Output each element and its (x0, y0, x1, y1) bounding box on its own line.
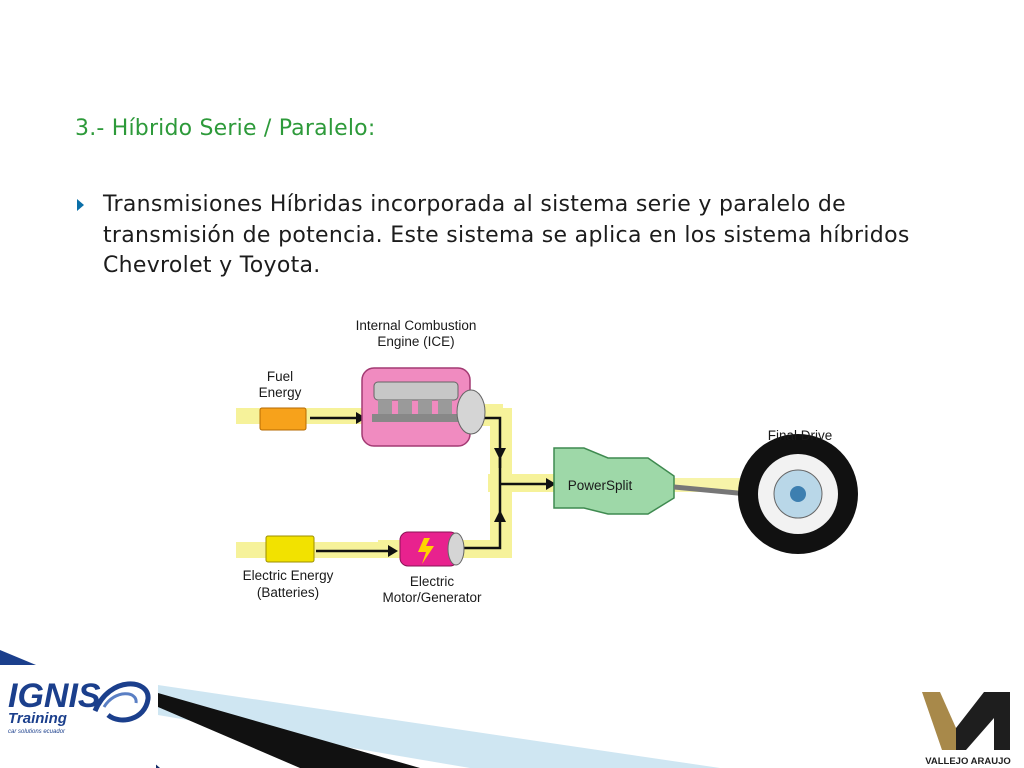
electric-energy-label-line-2: (Batteries) (256, 585, 320, 600)
hybrid-powertrain-diagram (228, 308, 868, 608)
battery-icon (266, 536, 314, 562)
logo-tagline-text: car solutions ecuador (8, 729, 66, 735)
logo-training-text: Training (8, 710, 67, 727)
ice-label-line-2: Engine (ICE) (377, 334, 455, 349)
slide-title-colon: : (367, 116, 376, 141)
logo-ignis-text: IGNIS (8, 677, 101, 715)
electric-energy-label-line-1: Electric Energy (242, 568, 334, 583)
footer-vallejo-araujo-logo (914, 676, 1024, 768)
bullet-list (75, 190, 955, 282)
bullet-arrow-icon (77, 199, 84, 211)
motor-label-line-2: Motor/Generator (382, 590, 482, 605)
energy-flow-bands (236, 404, 758, 558)
fuel-label-line-1: Fuel (266, 369, 294, 384)
vallejo-araujo-text: VALLEJO ARAUJO (925, 756, 1011, 767)
fuel-tank-icon (260, 408, 306, 430)
bullet-text: Transmisiones Híbridas incorporada al sistema serie y paralelo de transmisión de potencia. Este sistema se aplica en los sistema híbridos Chevrolet y Toyota. (103, 192, 910, 278)
footer-ignis-logo (0, 645, 720, 768)
fuel-label-line-2: Energy (258, 385, 302, 400)
final-drive-wheel-icon (738, 434, 858, 554)
ice-engine-icon (362, 368, 485, 446)
final-drive-label: Final Drive (767, 428, 833, 443)
electric-motor-icon (400, 532, 464, 566)
ice-label-line-1: Internal Combustion (355, 318, 477, 333)
motor-label-line-1: Electric (409, 574, 455, 589)
slide-title-text: 3.- Híbrido Serie / Paralelo (75, 116, 368, 141)
powersplit-label: PowerSplit (567, 478, 633, 493)
slide-title (75, 116, 375, 141)
